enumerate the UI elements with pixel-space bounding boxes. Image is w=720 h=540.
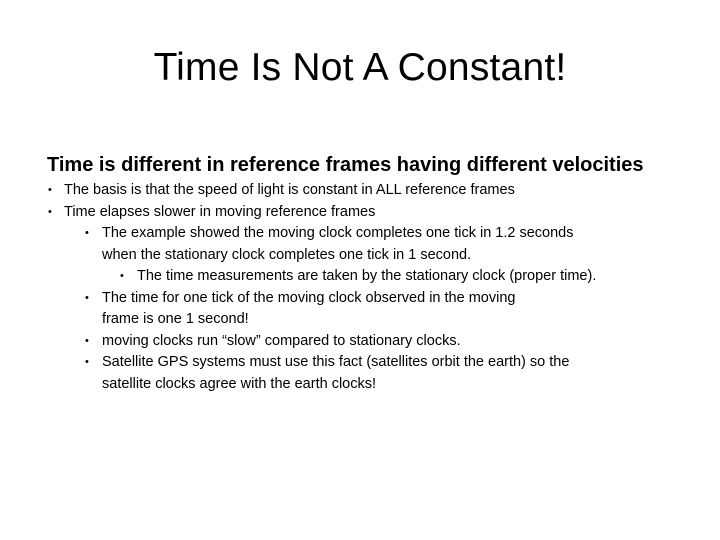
bullet-item <box>47 288 707 331</box>
bullet-text: The basis is that the speed of light is constant in ALL reference frames <box>64 182 515 198</box>
bullet-text: The example showed the moving clock completes one tick in 1.2 seconds <box>102 225 574 241</box>
bullet-item <box>47 266 707 288</box>
bullet-text: frame is one 1 second! <box>102 311 249 327</box>
bullet-list <box>47 180 707 395</box>
bullet-icon: • <box>120 270 124 282</box>
bullet-icon: • <box>85 356 89 368</box>
bullet-item <box>47 352 707 395</box>
bullet-text: moving clocks run “slow” compared to stationary clocks. <box>102 332 461 349</box>
slide-body <box>47 150 707 395</box>
bullet-icon: • <box>48 184 52 196</box>
bullet-icon: • <box>85 227 89 239</box>
bullet-text: when the stationary clock completes one tick in 1 second. <box>102 246 472 263</box>
body-heading: Time is different in reference frames having different velocities <box>47 154 644 176</box>
slide-title: Time Is Not A Constant! <box>153 46 567 89</box>
bullet-item <box>47 180 707 202</box>
bullet-icon: • <box>48 205 52 218</box>
bullet-item <box>47 331 707 353</box>
bullet-icon: • <box>85 291 89 304</box>
bullet-icon: • <box>85 334 89 347</box>
bullet-text: satellite clocks agree with the earth clocks! <box>102 375 377 392</box>
bullet-text: The time measurements are taken by the stationary clock (proper time). <box>137 268 597 284</box>
bullet-item <box>47 202 707 224</box>
bullet-text: Time elapses slower in moving reference frames <box>64 203 376 220</box>
bullet-text: Satellite GPS systems must use this fact (satellites orbit the earth) so the <box>102 354 570 370</box>
bullet-item <box>47 223 707 266</box>
bullet-text: The time for one tick of the moving clock observed in the moving <box>102 289 516 306</box>
